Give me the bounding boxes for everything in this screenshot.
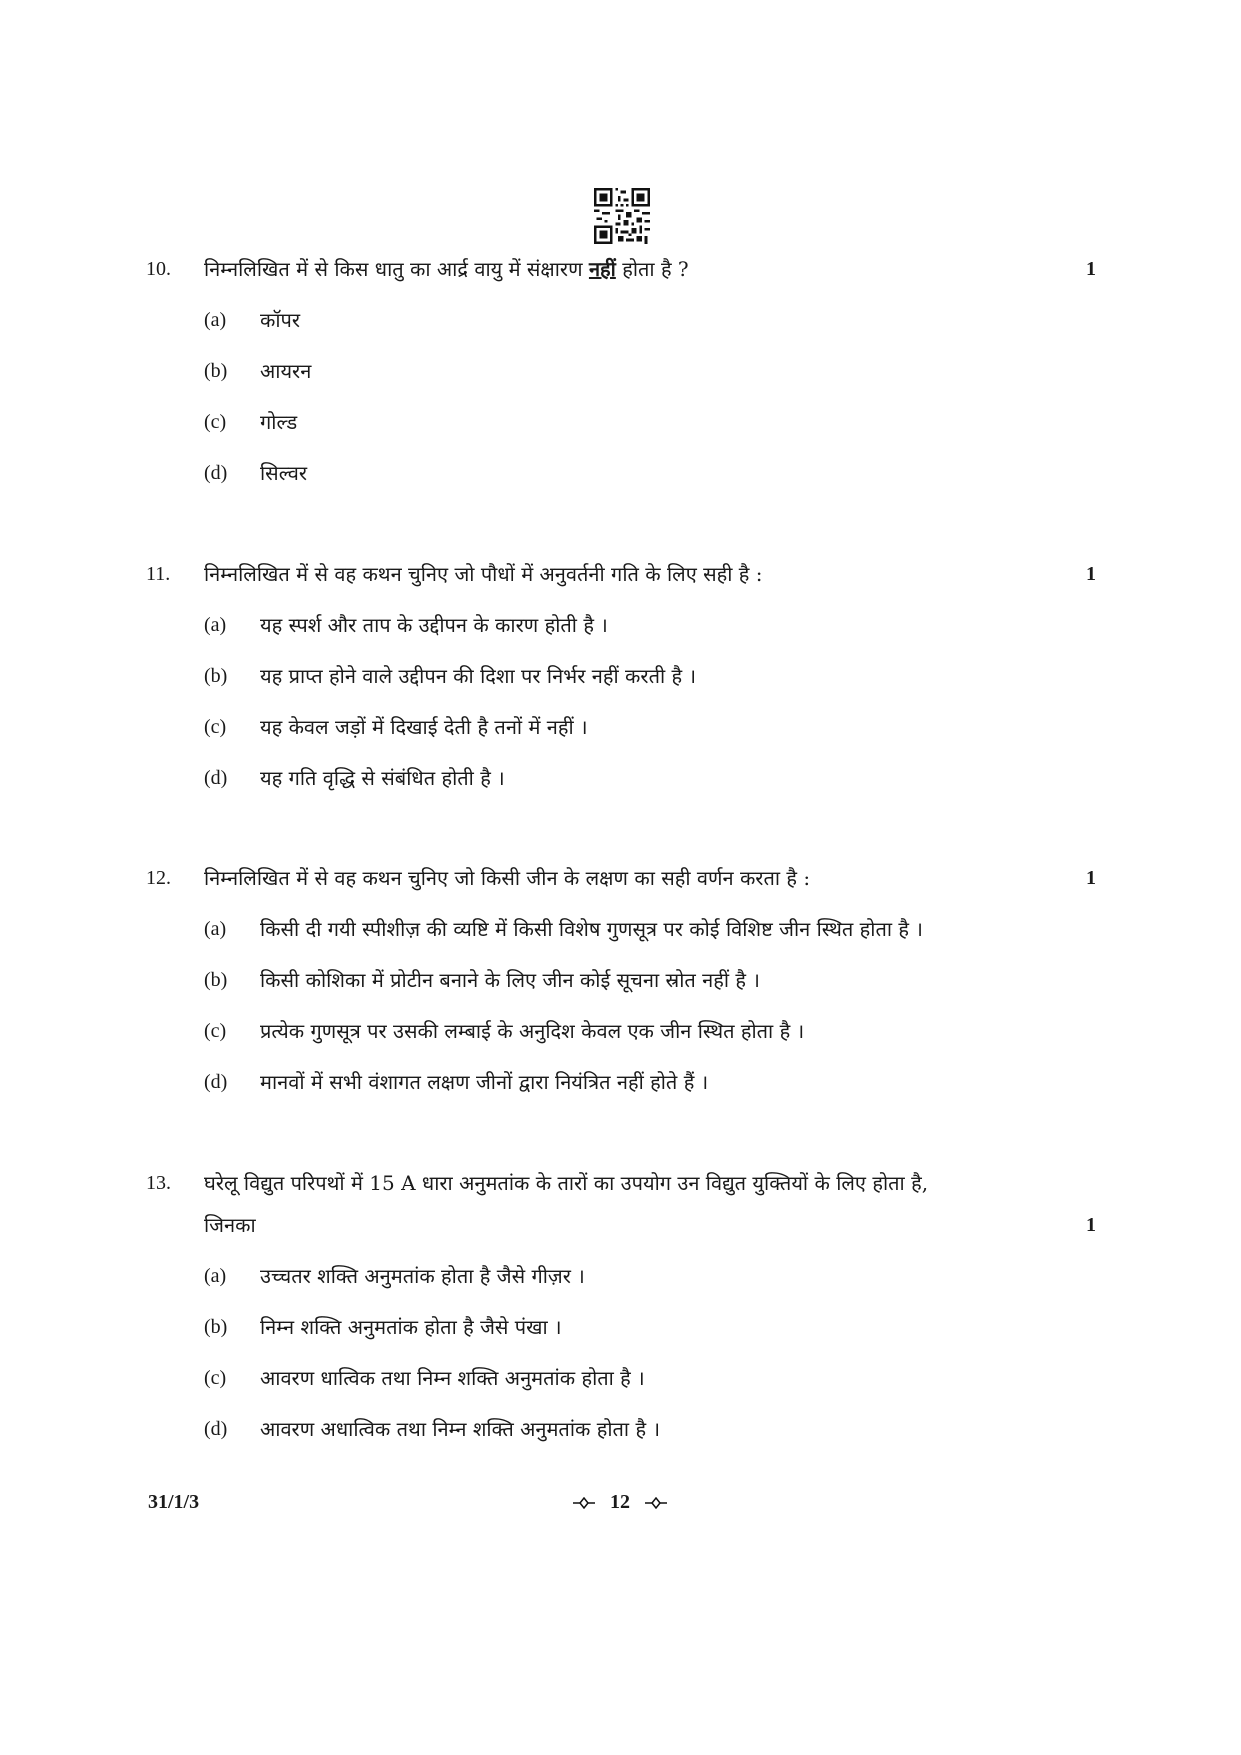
option <box>0 1360 1241 1396</box>
option-text: किसी दी गयी स्पीशीज़ की व्यष्टि में किसी विशेष गुणसूत्र पर कोई विशिष्ट जीन स्थित होता है । <box>260 917 923 941</box>
question-text-line-2: जिनका <box>204 1213 256 1237</box>
option <box>0 353 1241 389</box>
question-10 <box>0 251 1241 287</box>
option-label: (a) <box>204 918 227 940</box>
ornament-left-icon <box>573 1497 595 1509</box>
question-text-line-1: घरेलू विद्युत परिपथों में 15 A धारा अनुमतांक के तारों का उपयोग उन विद्युत युक्तियों के लिए होता है, <box>204 1171 929 1195</box>
option-text: मानवों में सभी वंशागत लक्षण जीनों द्वारा नियंत्रित नहीं होते हैं । <box>260 1070 709 1094</box>
option-label: (b) <box>204 360 228 382</box>
option-label: (c) <box>204 411 227 433</box>
option <box>0 658 1241 694</box>
option-text: सिल्वर <box>260 461 308 485</box>
ornament-right-icon <box>645 1497 667 1509</box>
question-13-continued <box>0 1207 1241 1243</box>
option-label: (b) <box>204 969 228 991</box>
option-label: (d) <box>204 462 228 484</box>
option <box>0 404 1241 440</box>
option-label: (a) <box>204 309 227 331</box>
option-text: यह केवल जड़ों में दिखाई देती है तनों में नहीं । <box>260 715 588 739</box>
option-label: (c) <box>204 1367 227 1389</box>
option-text: यह स्पर्श और ताप के उद्दीपन के कारण होती है । <box>260 613 608 637</box>
question-number: 12. <box>146 867 171 889</box>
option-label: (a) <box>204 1265 227 1287</box>
option-label: (c) <box>204 1020 227 1042</box>
option-label: (b) <box>204 1316 228 1338</box>
option <box>0 709 1241 745</box>
option-text: यह प्राप्त होने वाले उद्दीपन की दिशा पर निर्भर नहीं करती है । <box>260 664 697 688</box>
option-text: आवरण अधात्विक तथा निम्न शक्ति अनुमतांक होता है । <box>260 1417 661 1441</box>
question-11 <box>0 556 1241 592</box>
option <box>0 1411 1241 1447</box>
option-label: (d) <box>204 767 228 789</box>
marks: 1 <box>1086 258 1096 280</box>
option-text: कॉपर <box>260 308 301 332</box>
option <box>0 911 1241 947</box>
question-text: निम्नलिखित में से वह कथन चुनिए जो पौधों में अनुवर्तनी गति के लिए सही है : <box>204 562 763 586</box>
option-text: आयरन <box>260 359 312 383</box>
option-text: किसी कोशिका में प्रोटीन बनाने के लिए जीन कोई सूचना स्रोत नहीं है । <box>260 968 760 992</box>
option <box>0 455 1241 491</box>
question-number: 13. <box>146 1172 171 1194</box>
option <box>0 1309 1241 1345</box>
option-label: (b) <box>204 665 228 687</box>
option-label: (d) <box>204 1418 228 1440</box>
question-number: 10. <box>146 258 171 280</box>
option <box>0 1064 1241 1100</box>
option <box>0 1013 1241 1049</box>
option <box>0 302 1241 338</box>
option-text: उच्चतर शक्ति अनुमतांक होता है जैसे गीज़र । <box>260 1264 585 1288</box>
option-label: (c) <box>204 716 227 738</box>
marks: 1 <box>1086 563 1096 585</box>
option-text: यह गति वृद्धि से संबंधित होती है । <box>260 766 505 790</box>
question-text: निम्नलिखित में से किस धातु का आर्द्र वायु में संक्षारण नहीं होता है ? <box>204 257 689 281</box>
option-text: गोल्ड <box>260 410 298 434</box>
marks: 1 <box>1086 867 1096 889</box>
option <box>0 607 1241 643</box>
option-text: आवरण धात्विक तथा निम्न शक्ति अनुमतांक होता है । <box>260 1366 645 1390</box>
question-12 <box>0 860 1241 896</box>
page-number: 12 <box>610 1491 630 1513</box>
option <box>0 962 1241 998</box>
page-number-block <box>540 1484 700 1520</box>
paper-code: 31/1/3 <box>148 1491 200 1513</box>
option-text: निम्न शक्ति अनुमतांक होता है जैसे पंखा । <box>260 1315 562 1339</box>
question-13 <box>0 1165 1241 1201</box>
question-number: 11. <box>146 563 171 585</box>
marks: 1 <box>1086 1214 1096 1236</box>
option <box>0 1258 1241 1294</box>
option-label: (d) <box>204 1071 228 1093</box>
question-text: निम्नलिखित में से वह कथन चुनिए जो किसी जीन के लक्षण का सही वर्णन करता है : <box>204 866 811 890</box>
option-text: प्रत्येक गुणसूत्र पर उसकी लम्बाई के अनुदिश केवल एक जीन स्थित होता है । <box>260 1019 805 1043</box>
emphasis-word: नहीं <box>588 257 616 281</box>
option-label: (a) <box>204 614 227 636</box>
qr-code <box>594 188 650 244</box>
option <box>0 760 1241 796</box>
